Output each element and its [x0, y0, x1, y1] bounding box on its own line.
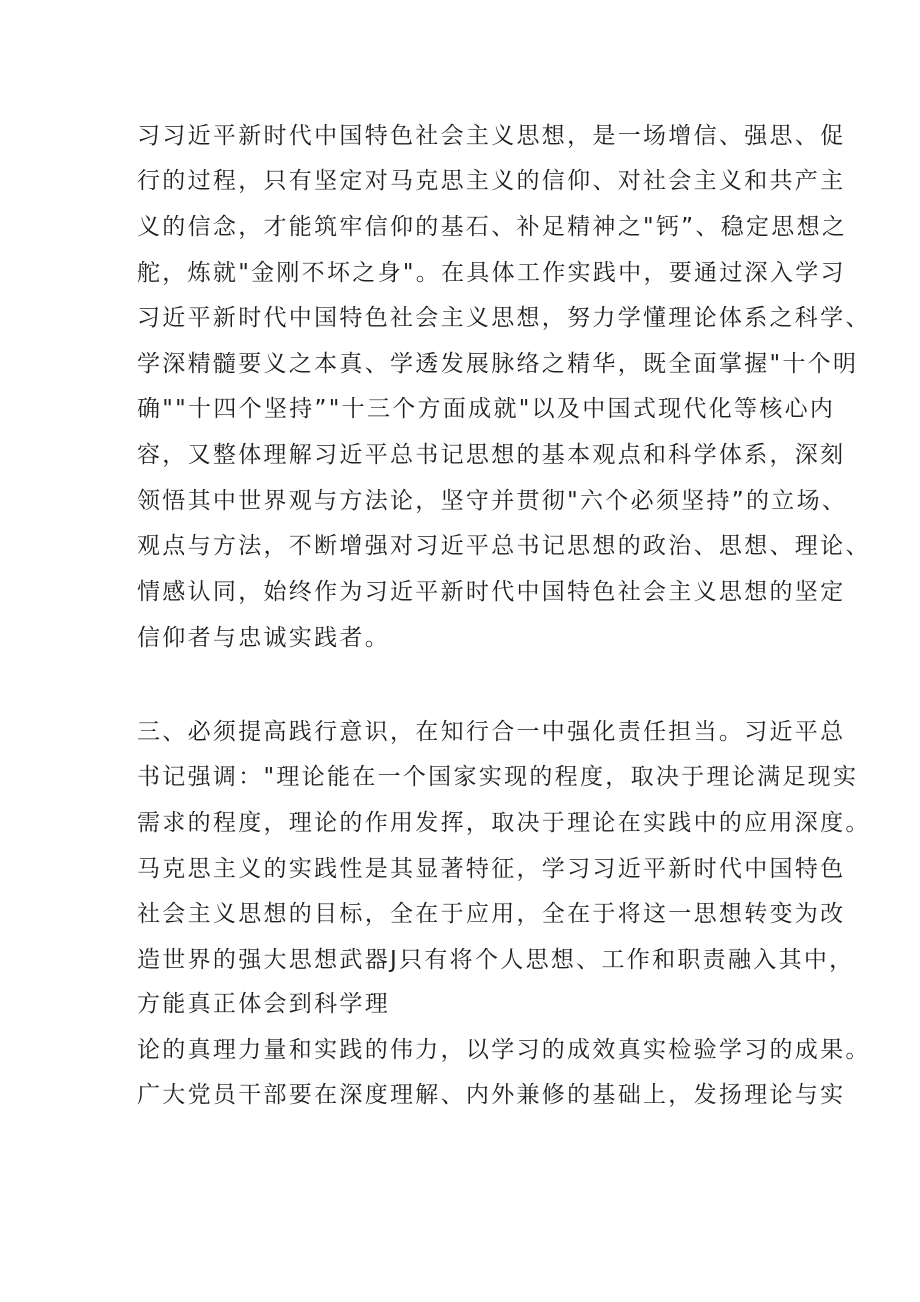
paragraph-1-line: 确""十四个坚持”"十三个方面成就"以及中国式现代化等核心内 [137, 396, 836, 422]
paragraph-1-line: 行的过程，只有坚定对马克思主义的信仰、对社会主义和共产主 [137, 168, 846, 194]
paragraph-1-line: 观点与方法，不断增强对习近平总书记思想的政治、思想、理论、 [137, 533, 871, 559]
paragraph-1-line: 学深精髓要义之本真、学透发展脉络之精华，既全面掌握"十个明 [137, 351, 859, 377]
paragraph-1-line: 舵，炼就"金刚不坏之身"。在具体工作实践中，要通过深入学习 [137, 260, 846, 286]
paragraph-2-line: 书记强调："理论能在一个国家实现的程度，取决于理论满足现实 [137, 764, 859, 790]
paragraph-1-line: 领悟其中世界观与方法论，坚守并贯彻"六个必须坚持”的立场、 [137, 488, 848, 514]
paragraph-2-line: 需求的程度，理论的作用发挥，取决于理论在实践中的应用深度。 [137, 810, 871, 836]
paragraph-2-line: 社会主义思想的目标，全在于应用，全在于将这一思想转变为改 [137, 901, 846, 927]
paragraph-2-line: 马克思主义的实践性是其显著特征，学习习近平新时代中国特色 [137, 856, 846, 882]
paragraph-2-line: 方能真正体会到科学理 [137, 991, 390, 1017]
paragraph-1-line: 义的信念，才能筑牢信仰的基石、补足精神之"钙”、稳定思想之 [137, 214, 848, 240]
paragraph-2-line: 论的真理力量和实践的伟力，以学习的成效真实检验学习的成果。 [137, 1037, 871, 1063]
paragraph-1-line: 习习近平新时代中国特色社会主义思想，是一场增信、强思、促 [137, 123, 846, 149]
paragraph-1-line: 容，又整体理解习近平总书记思想的基本观点和科学体系，深刻 [137, 442, 846, 468]
paragraph-2-line: 广大党员干部要在深度理解、内外兼修的基础上，发扬理论与实 [137, 1082, 846, 1108]
paragraph-2-line: 三、必须提高践行意识，在知行合一中强化责任担当。习近平总 [137, 719, 846, 745]
paragraph-1-line: 习近平新时代中国特色社会主义思想，努力学懂理论体系之科学、 [137, 305, 871, 331]
paragraph-1-line: 信仰者与忠诚实践者。 [137, 625, 390, 651]
paragraph-1-line: 情感认同，始终作为习近平新时代中国特色社会主义思想的坚定 [137, 579, 846, 605]
paragraph-2-line: 造世界的强大思想武器J只有将个人思想、工作和职责融入其中， [137, 947, 855, 973]
